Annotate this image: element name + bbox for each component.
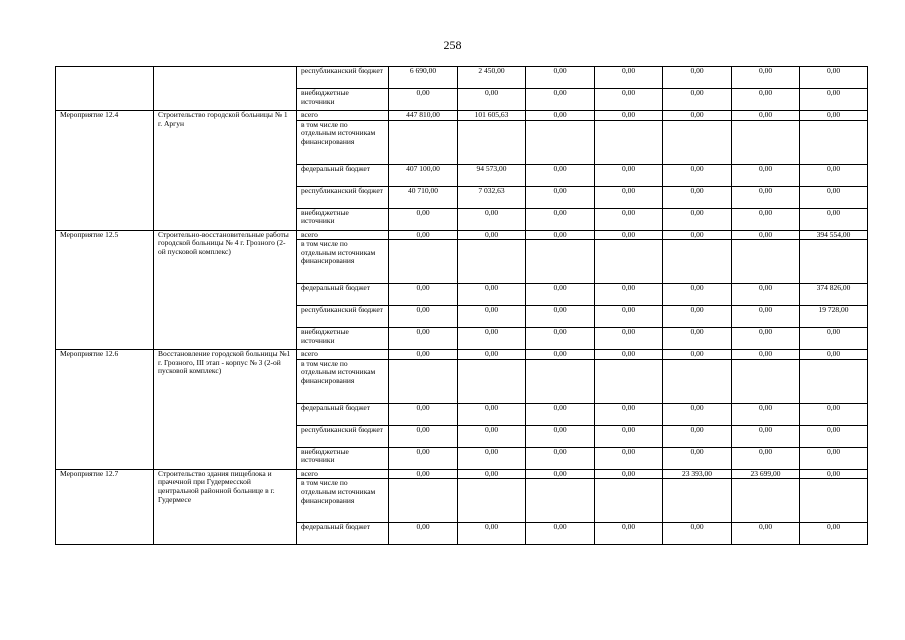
- value-cell: 6 690,00: [389, 67, 458, 89]
- value-cell: 23 699,00: [732, 469, 800, 479]
- value-cell: [800, 359, 868, 403]
- value-cell: 0,00: [663, 328, 732, 350]
- funding-source-cell: внебюджетные источники: [297, 447, 389, 469]
- value-cell: 0,00: [800, 447, 868, 469]
- value-cell: 0,00: [800, 208, 868, 230]
- value-cell: 0,00: [526, 328, 595, 350]
- page-number: 258: [443, 38, 462, 52]
- funding-source-cell: внебюджетные источники: [297, 208, 389, 230]
- value-cell: 0,00: [732, 186, 800, 208]
- funding-source-cell: федеральный бюджет: [297, 523, 389, 545]
- value-cell: [526, 240, 595, 284]
- value-cell: [458, 359, 526, 403]
- value-cell: 0,00: [595, 208, 663, 230]
- value-cell: [595, 240, 663, 284]
- value-cell: [595, 359, 663, 403]
- funding-source-cell: всего: [297, 350, 389, 360]
- value-cell: 0,00: [800, 350, 868, 360]
- value-cell: 0,00: [800, 164, 868, 186]
- value-cell: 0,00: [458, 284, 526, 306]
- value-cell: 0,00: [458, 523, 526, 545]
- value-cell: 0,00: [526, 469, 595, 479]
- value-cell: 0,00: [389, 230, 458, 240]
- funding-source-cell: федеральный бюджет: [297, 403, 389, 425]
- value-cell: 0,00: [389, 403, 458, 425]
- value-cell: 0,00: [595, 350, 663, 360]
- value-cell: 0,00: [526, 89, 595, 111]
- value-cell: 94 573,00: [458, 164, 526, 186]
- value-cell: 0,00: [526, 447, 595, 469]
- value-cell: 0,00: [526, 230, 595, 240]
- value-cell: 0,00: [732, 164, 800, 186]
- value-cell: 0,00: [458, 328, 526, 350]
- value-cell: 0,00: [526, 350, 595, 360]
- value-cell: 0,00: [458, 208, 526, 230]
- funding-source-cell: республиканский бюджет: [297, 67, 389, 89]
- value-cell: 0,00: [526, 523, 595, 545]
- value-cell: [595, 479, 663, 523]
- value-cell: 0,00: [595, 523, 663, 545]
- funding-source-cell: республиканский бюджет: [297, 425, 389, 447]
- funding-source-cell: всего: [297, 230, 389, 240]
- value-cell: 0,00: [526, 67, 595, 89]
- value-cell: 0,00: [732, 89, 800, 111]
- value-cell: [800, 120, 868, 164]
- value-cell: 19 728,00: [800, 306, 868, 328]
- value-cell: 0,00: [458, 306, 526, 328]
- table-row: [56, 67, 868, 89]
- value-cell: 0,00: [595, 89, 663, 111]
- value-cell: 0,00: [663, 111, 732, 121]
- table-row: [56, 111, 868, 121]
- value-cell: 374 826,00: [800, 284, 868, 306]
- value-cell: 0,00: [663, 447, 732, 469]
- value-cell: [458, 240, 526, 284]
- value-cell: 0,00: [663, 67, 732, 89]
- value-cell: 0,00: [732, 523, 800, 545]
- value-cell: 0,00: [526, 111, 595, 121]
- funding-table: [55, 66, 868, 545]
- value-cell: [458, 120, 526, 164]
- value-cell: [526, 359, 595, 403]
- value-cell: 0,00: [595, 469, 663, 479]
- value-cell: [663, 479, 732, 523]
- value-cell: 2 450,00: [458, 67, 526, 89]
- event-name-cell: Строительство здания пищеблока и прачечной при Гудермесской центральной районной больнице в г. Гудермесе: [154, 469, 297, 545]
- value-cell: 0,00: [595, 306, 663, 328]
- value-cell: 0,00: [732, 306, 800, 328]
- value-cell: [732, 240, 800, 284]
- value-cell: 0,00: [595, 425, 663, 447]
- funding-source-cell: всего: [297, 469, 389, 479]
- value-cell: 7 032,63: [458, 186, 526, 208]
- value-cell: 0,00: [458, 89, 526, 111]
- value-cell: 0,00: [663, 306, 732, 328]
- funding-source-cell: федеральный бюджет: [297, 284, 389, 306]
- value-cell: 0,00: [663, 89, 732, 111]
- value-cell: 0,00: [663, 186, 732, 208]
- value-cell: 0,00: [800, 111, 868, 121]
- table-row: [56, 230, 868, 240]
- value-cell: 0,00: [595, 111, 663, 121]
- event-cell: Мероприятие 12.5: [56, 230, 154, 350]
- value-cell: [526, 479, 595, 523]
- event-name-cell: Строительно-восстановительные работы городской больницы № 4 г. Грозного (2-ой пусковой комплекс): [154, 230, 297, 350]
- value-cell: 0,00: [526, 164, 595, 186]
- value-cell: 0,00: [595, 284, 663, 306]
- value-cell: 0,00: [595, 164, 663, 186]
- value-cell: 0,00: [595, 447, 663, 469]
- value-cell: 0,00: [389, 328, 458, 350]
- event-cell: Мероприятие 12.7: [56, 469, 154, 545]
- value-cell: 0,00: [732, 284, 800, 306]
- value-cell: 0,00: [389, 523, 458, 545]
- value-cell: 23 393,00: [663, 469, 732, 479]
- event-name-cell: [154, 67, 297, 111]
- value-cell: 0,00: [663, 403, 732, 425]
- value-cell: 0,00: [800, 67, 868, 89]
- value-cell: 0,00: [732, 447, 800, 469]
- value-cell: 0,00: [732, 425, 800, 447]
- value-cell: 0,00: [800, 89, 868, 111]
- value-cell: 0,00: [732, 350, 800, 360]
- value-cell: [526, 120, 595, 164]
- value-cell: 0,00: [526, 284, 595, 306]
- funding-source-cell: в том числе по отдельным источникам финансирования: [297, 359, 389, 403]
- value-cell: 0,00: [800, 425, 868, 447]
- value-cell: 0,00: [526, 186, 595, 208]
- event-name-cell: Строительство городской больницы № 1 г. Аргун: [154, 111, 297, 231]
- value-cell: 101 605,63: [458, 111, 526, 121]
- funding-source-cell: внебюджетные источники: [297, 89, 389, 111]
- value-cell: [663, 359, 732, 403]
- value-cell: 0,00: [595, 67, 663, 89]
- value-cell: [800, 240, 868, 284]
- value-cell: 0,00: [389, 425, 458, 447]
- value-cell: 0,00: [526, 425, 595, 447]
- value-cell: 0,00: [800, 523, 868, 545]
- value-cell: [732, 359, 800, 403]
- value-cell: 0,00: [458, 230, 526, 240]
- funding-source-cell: в том числе по отдельным источникам финансирования: [297, 479, 389, 523]
- value-cell: 0,00: [663, 350, 732, 360]
- event-cell: Мероприятие 12.6: [56, 350, 154, 470]
- value-cell: 0,00: [389, 208, 458, 230]
- value-cell: 40 710,00: [389, 186, 458, 208]
- value-cell: 0,00: [526, 306, 595, 328]
- value-cell: 0,00: [732, 328, 800, 350]
- funding-source-cell: в том числе по отдельным источникам финансирования: [297, 240, 389, 284]
- value-cell: 0,00: [663, 523, 732, 545]
- value-cell: 0,00: [458, 447, 526, 469]
- value-cell: 0,00: [800, 328, 868, 350]
- event-cell: [56, 67, 154, 111]
- value-cell: [732, 120, 800, 164]
- value-cell: [800, 479, 868, 523]
- value-cell: 0,00: [595, 230, 663, 240]
- value-cell: 0,00: [389, 284, 458, 306]
- event-name-cell: Восстановление городской больницы №1 г. Грозного, III этап - корпус № 3 (2-ой пусковой комплекс): [154, 350, 297, 470]
- funding-source-cell: всего: [297, 111, 389, 121]
- value-cell: 0,00: [663, 425, 732, 447]
- value-cell: 0,00: [595, 403, 663, 425]
- value-cell: 0,00: [389, 89, 458, 111]
- value-cell: 0,00: [732, 111, 800, 121]
- value-cell: 0,00: [732, 230, 800, 240]
- funding-source-cell: республиканский бюджет: [297, 306, 389, 328]
- value-cell: 0,00: [663, 284, 732, 306]
- value-cell: [389, 120, 458, 164]
- value-cell: 0,00: [389, 447, 458, 469]
- value-cell: 0,00: [458, 469, 526, 479]
- value-cell: 447 810,00: [389, 111, 458, 121]
- value-cell: 407 100,00: [389, 164, 458, 186]
- value-cell: 0,00: [389, 469, 458, 479]
- value-cell: 0,00: [732, 67, 800, 89]
- value-cell: 0,00: [663, 230, 732, 240]
- value-cell: 0,00: [732, 208, 800, 230]
- value-cell: 0,00: [800, 403, 868, 425]
- value-cell: [389, 240, 458, 284]
- value-cell: 394 554,00: [800, 230, 868, 240]
- value-cell: [663, 240, 732, 284]
- funding-source-cell: республиканский бюджет: [297, 186, 389, 208]
- funding-source-cell: в том числе по отдельным источникам финансирования: [297, 120, 389, 164]
- value-cell: 0,00: [389, 350, 458, 360]
- funding-source-cell: внебюджетные источники: [297, 328, 389, 350]
- value-cell: [732, 479, 800, 523]
- value-cell: 0,00: [663, 208, 732, 230]
- value-cell: [595, 120, 663, 164]
- value-cell: 0,00: [389, 306, 458, 328]
- value-cell: 0,00: [800, 469, 868, 479]
- funding-source-cell: федеральный бюджет: [297, 164, 389, 186]
- event-cell: Мероприятие 12.4: [56, 111, 154, 231]
- value-cell: 0,00: [526, 208, 595, 230]
- value-cell: 0,00: [800, 186, 868, 208]
- value-cell: [389, 479, 458, 523]
- value-cell: [389, 359, 458, 403]
- value-cell: 0,00: [663, 164, 732, 186]
- value-cell: 0,00: [526, 403, 595, 425]
- value-cell: [458, 479, 526, 523]
- value-cell: 0,00: [732, 403, 800, 425]
- value-cell: 0,00: [595, 186, 663, 208]
- value-cell: 0,00: [458, 350, 526, 360]
- value-cell: 0,00: [595, 328, 663, 350]
- value-cell: 0,00: [458, 425, 526, 447]
- value-cell: 0,00: [458, 403, 526, 425]
- value-cell: [663, 120, 732, 164]
- table-row: [56, 350, 868, 360]
- table-row: [56, 469, 868, 479]
